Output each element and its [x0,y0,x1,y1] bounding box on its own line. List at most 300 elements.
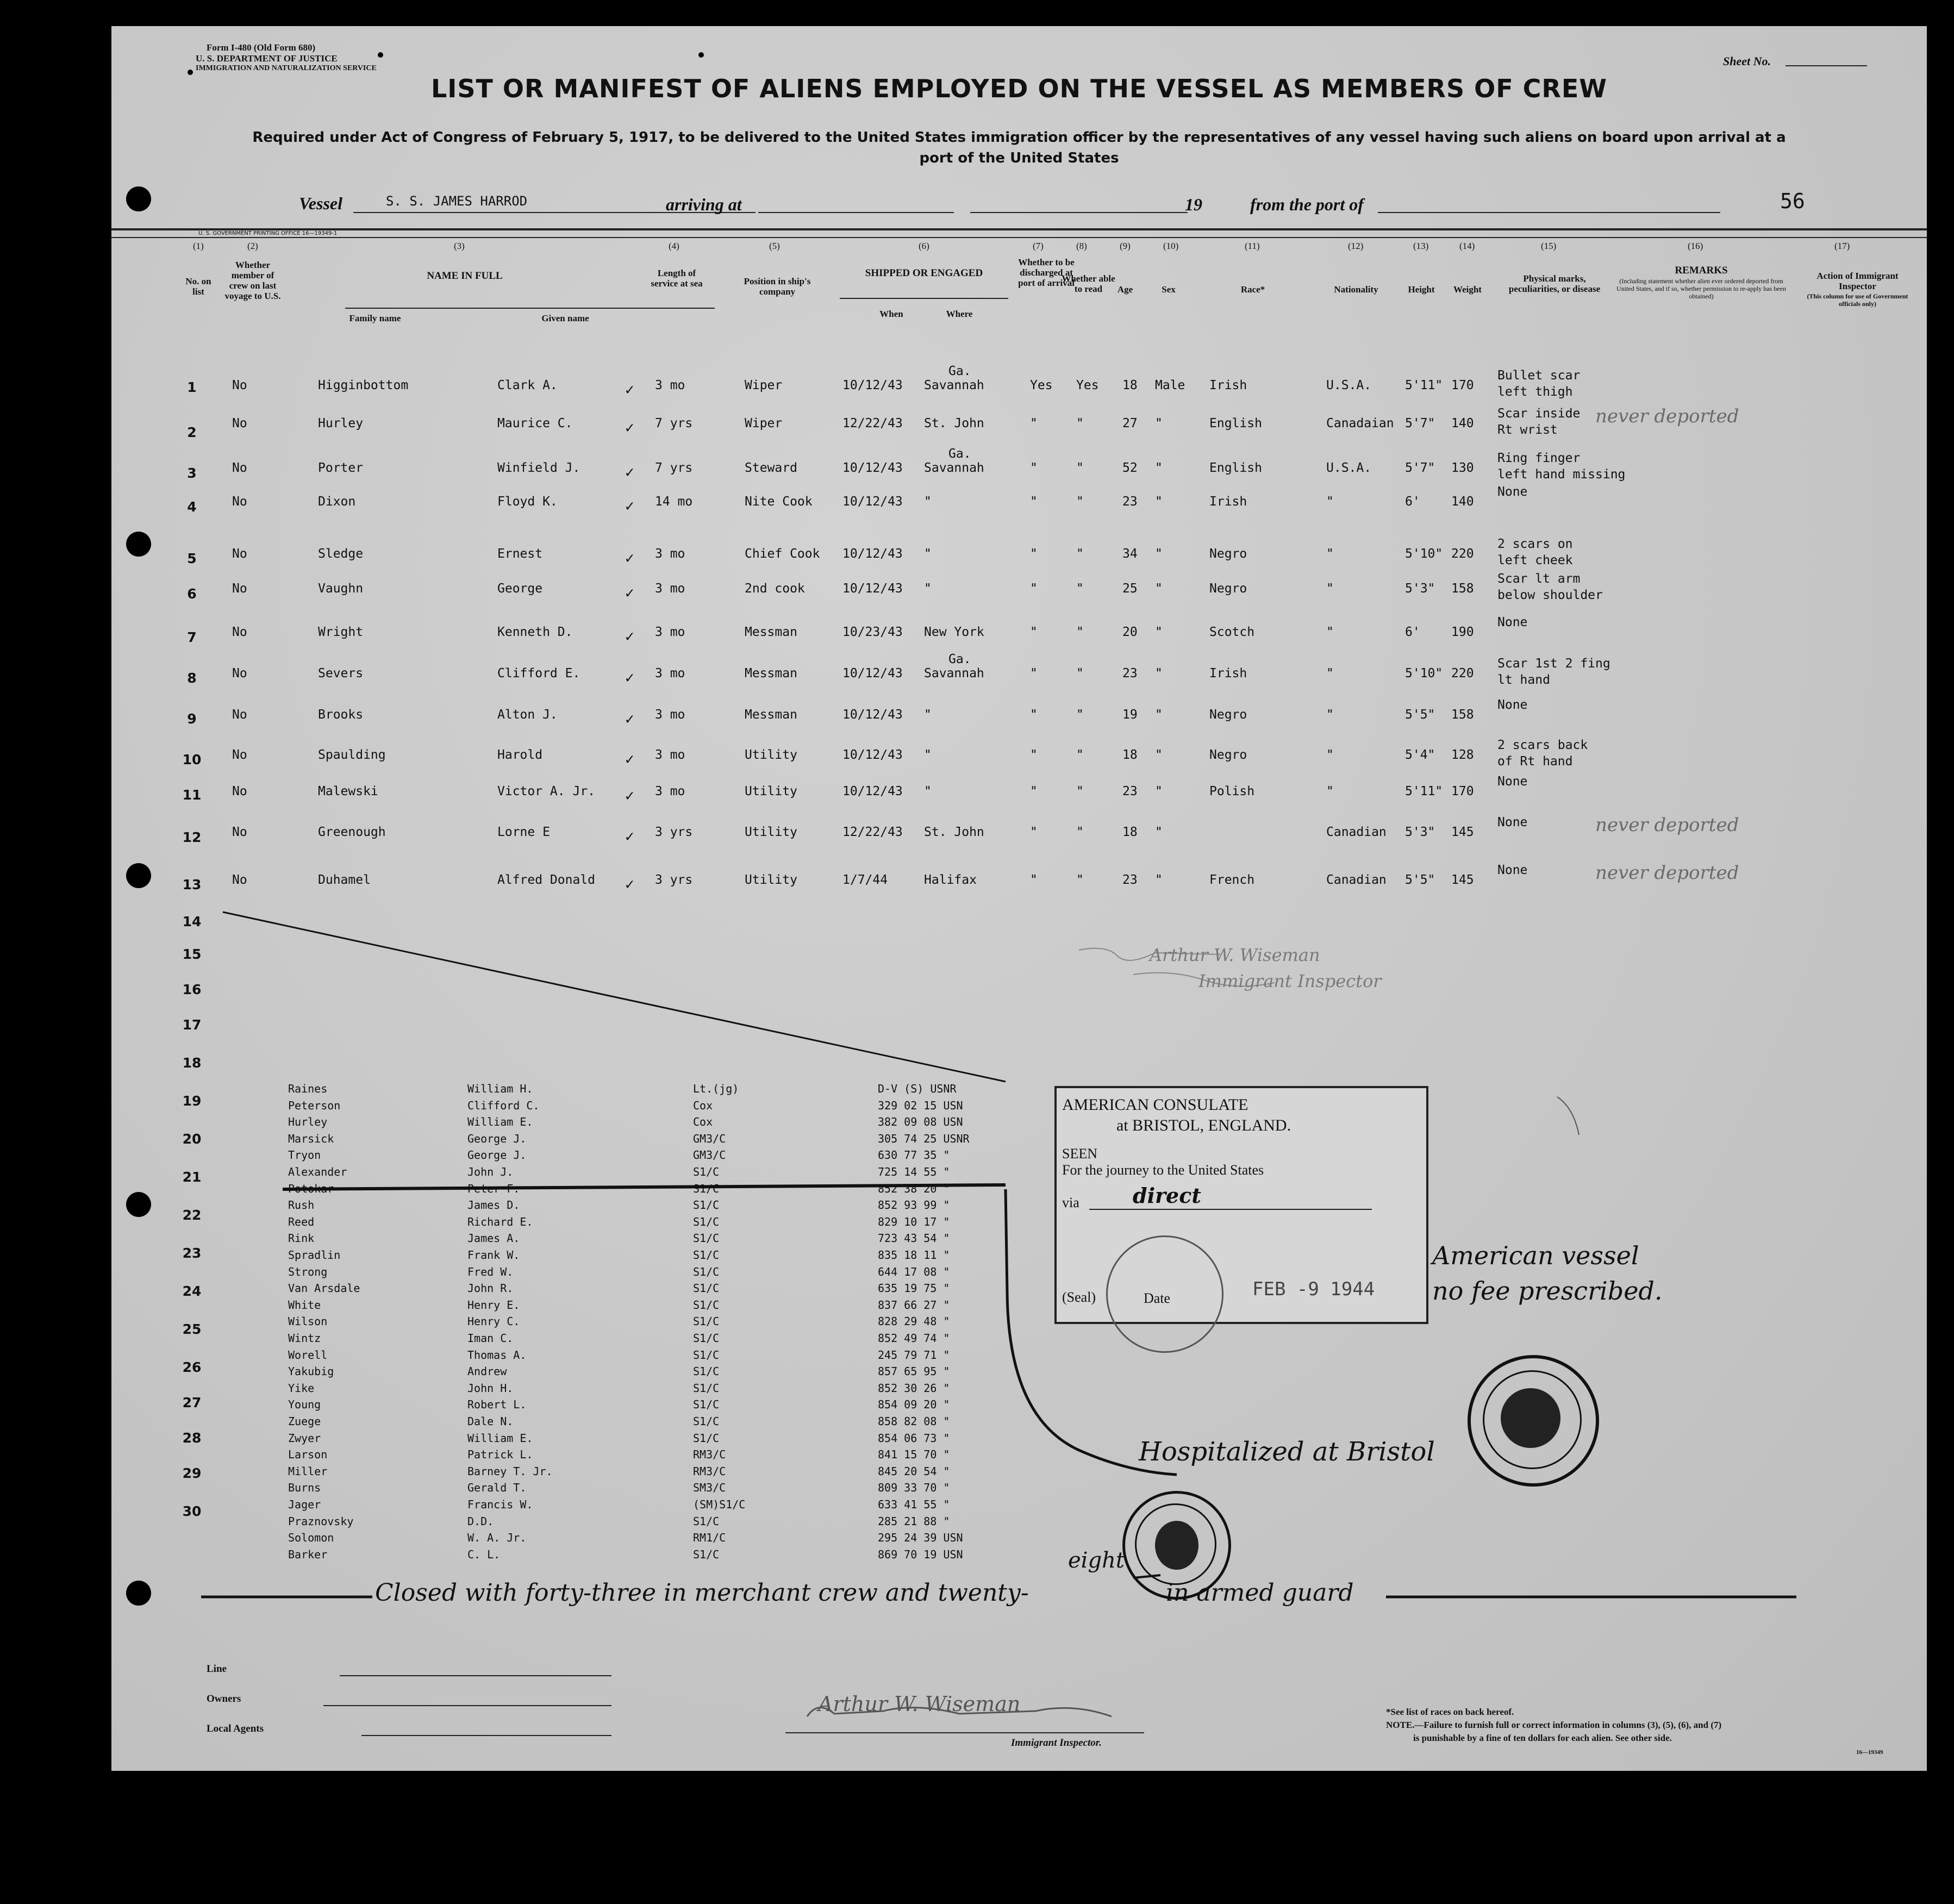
crew-weight: 130 [1451,461,1474,475]
crew-able-to-read: " [1076,873,1084,887]
crew-engaged-when: 10/12/43 [842,666,903,681]
guard-given-name: George J. [467,1132,527,1145]
guard-rate: S1/C [693,1547,720,1561]
guard-rate: S1/C [693,1282,720,1295]
hospitalized-note: Hospitalized at Bristol [1139,1437,1435,1467]
inspector-signature-mid: Arthur W. Wiseman [1150,945,1320,965]
crew-position: Utility [745,825,797,839]
footer-owners-label: Owners [207,1693,241,1705]
crew-physical-marks: 2 scars back [1497,738,1588,752]
guard-family-name: Spradlin [288,1248,341,1262]
guard-family-name: Zwyer [288,1431,321,1445]
crew-race: Negro [1209,547,1247,561]
inspector-title-mid: Immigrant Inspector [1198,971,1382,991]
crew-height: 5'5" [1405,873,1435,887]
crew-given-name: Maurice C. [497,416,573,430]
guard-family-name: Marsick [288,1132,334,1145]
guard-family-name: Larson [288,1448,328,1462]
crew-height: 5'4" [1405,748,1435,762]
crew-engaged-where: New York [924,625,984,639]
crew-height: 5'11" [1405,784,1443,798]
crew-nationality: " [1326,784,1334,798]
seal-center [1501,1388,1560,1448]
check-mark-icon: ✓ [625,419,634,436]
crew-weight: 140 [1451,495,1474,509]
col-num: (15) [1541,241,1557,251]
crew-given-name: George [497,582,543,596]
crew-engaged-when: 10/12/43 [842,378,903,392]
guard-family-name: Raines [288,1082,328,1095]
guard-service-number: 285 21 88 " [878,1514,950,1528]
guard-rate: GM3/C [693,1132,726,1145]
crew-weight: 145 [1451,873,1474,887]
crew-family-name: Hurley [318,416,364,430]
row-number: 29 [182,1465,202,1481]
col-num: (1) [193,241,204,251]
crew-engaged-where: Savannah [924,461,984,475]
crew-sex: " [1155,748,1163,762]
crew-position: Chief Cook [745,547,820,561]
col-num: (4) [669,241,679,251]
row-number: 7 [187,629,197,645]
crew-last-voyage: No [232,873,247,887]
crew-position: Utility [745,873,797,887]
crew-engaged-when: 10/12/43 [842,784,903,798]
row-number: 1 [187,379,197,395]
crew-age: 23 [1122,495,1138,509]
crew-nationality: " [1326,625,1334,639]
header-family-name: Family name [349,313,401,323]
crew-service-length: 7 yrs [655,416,693,430]
crew-race: English [1209,461,1262,475]
guard-rate: S1/C [693,1315,720,1328]
stamp-line-1: AMERICAN CONSULATE [1062,1096,1248,1114]
guard-given-name: Henry E. [467,1298,520,1312]
crew-able-to-read: " [1076,495,1084,509]
crew-sex: " [1155,625,1163,639]
crew-age: 18 [1122,378,1138,392]
crew-physical-marks: Bullet scar [1497,369,1581,383]
col-num: (11) [1245,241,1260,251]
crew-age: 23 [1122,666,1138,681]
guard-family-name: Zuege [288,1415,321,1428]
row-number: 19 [182,1093,202,1109]
guard-service-number: 382 09 08 USN [878,1115,963,1129]
row-number: 12 [182,829,202,845]
form-title: LIST OR MANIFEST OF ALIENS EMPLOYED ON THE VESSEL AS MEMBERS OF CREW [430,74,1607,103]
year-label: 19 [1185,195,1202,214]
guard-rate: S1/C [693,1165,720,1178]
crew-last-voyage: No [232,582,247,596]
crew-position: Utility [745,748,797,762]
crew-family-name: Vaughn [318,582,364,596]
check-mark-icon: ✓ [625,549,634,567]
guard-given-name: Richard E. [467,1215,533,1228]
crew-height: 5'10" [1405,666,1443,681]
crew-nationality: " [1326,495,1334,509]
guard-family-name: Wintz [288,1332,321,1345]
crew-height: 5'3" [1405,582,1435,596]
crew-last-voyage: No [232,461,247,475]
guard-service-number: 835 18 11 " [878,1248,950,1262]
row-number: 9 [187,711,197,727]
crew-sex: " [1155,873,1163,887]
row-number: 21 [182,1169,202,1185]
guard-given-name: James A. [467,1232,520,1245]
bristol-consulate-seal [1468,1355,1599,1487]
crew-given-name: Clifford E. [497,666,580,681]
guard-given-name: Fred W. [467,1265,514,1278]
consulate-seal [1106,1235,1223,1353]
crew-nationality: U.S.A. [1326,461,1372,475]
guard-service-number: 828 29 48 " [878,1315,950,1328]
guard-given-name: Gerald T. [467,1481,527,1495]
row-number: 28 [182,1430,202,1446]
guard-service-number: 837 66 27 " [878,1298,950,1312]
crew-engaged-when: 1/7/44 [842,873,888,887]
crew-physical-marks-2: Rt wrist [1497,423,1558,437]
crew-service-length: 3 mo [655,666,685,681]
crew-race: Negro [1209,708,1247,722]
stamp-seal-label: (Seal) [1062,1289,1096,1305]
crew-age: 23 [1122,873,1138,887]
crew-sex: " [1155,547,1163,561]
guard-family-name: Van Arsdale [288,1282,360,1295]
footer-note-3: is punishable by a fine of ten dollars for each alien. See other side. [1413,1733,1672,1743]
check-mark-icon: ✓ [625,750,634,768]
crew-engaged-when: 12/22/43 [842,416,903,430]
crew-given-name: Victor A. Jr. [497,784,596,798]
crew-able-to-read: " [1076,708,1084,722]
crew-height: 5'7" [1405,461,1435,475]
crew-discharged: " [1030,416,1038,430]
crew-age: 25 [1122,582,1138,596]
guard-family-name: Potokar [288,1182,334,1195]
col-num: (10) [1163,241,1179,251]
crew-engaged-where: Savannah [924,666,984,681]
crew-position: 2nd cook [745,582,805,596]
guard-rate: S1/C [693,1198,720,1212]
check-mark-icon: ✓ [625,710,634,728]
crew-position: Messman [745,708,797,722]
crew-discharged: " [1030,625,1038,639]
guard-service-number: 857 65 95 " [878,1365,950,1378]
crew-race: Irish [1209,666,1247,681]
crew-engaged-when: 12/22/43 [842,825,903,839]
guard-given-name: Thomas A. [467,1348,527,1362]
guard-given-name: James D. [467,1198,520,1212]
crew-last-voyage: No [232,495,247,509]
guard-rate: Cox [693,1115,713,1129]
guard-service-number: 809 33 70 " [878,1481,950,1495]
header-shipped-engaged: SHIPPED OR ENGAGED [865,267,983,279]
col-num: (17) [1834,241,1850,251]
crew-sex: " [1155,582,1163,596]
crew-family-name: Wright [318,625,364,639]
footer-inspector-signature: Arthur W. Wiseman [818,1692,1021,1716]
crew-last-voyage: No [232,666,247,681]
check-mark-icon: ✓ [625,463,634,481]
guard-family-name: Hurley [288,1115,328,1129]
crew-engaged-where: " [924,582,932,596]
header-length-service: Length of service at sea [651,268,703,289]
crew-physical-marks-2: left cheek [1497,553,1573,567]
guard-service-number: 841 15 70 " [878,1448,950,1462]
crew-family-name: Duhamel [318,873,371,887]
crew-given-name: Harold [497,748,543,762]
row-number: 13 [182,877,202,892]
col-num: (8) [1076,241,1087,251]
guard-service-number: 295 24 39 USN [878,1531,963,1545]
crew-discharged: Yes [1030,378,1053,392]
header-no-on-list: No. on list [185,276,211,297]
closing-end: in armed guard [1166,1579,1354,1607]
crew-discharged: " [1030,547,1038,561]
crew-age: 18 [1122,825,1138,839]
guard-given-name: Dale N. [467,1415,514,1428]
crew-weight: 220 [1451,547,1474,561]
crew-sex: " [1155,825,1163,839]
guard-family-name: Solomon [288,1531,334,1545]
crew-race: French [1209,873,1255,887]
guard-family-name: Strong [288,1265,328,1278]
vessel-label: Vessel [299,193,342,213]
crew-height: 5'10" [1405,547,1443,561]
crew-physical-marks: None [1497,775,1528,789]
crew-physical-marks: Ring finger [1497,451,1581,465]
check-mark-icon: ✓ [625,669,634,686]
guard-service-number: 854 09 20 " [878,1398,950,1412]
crew-nationality: Canadian [1326,825,1387,839]
crew-engaged-where: " [924,748,932,762]
american-vessel-note: American vessel [1432,1241,1639,1270]
form-id: Form I-480 (Old Form 680) [207,42,316,53]
crew-physical-marks-2: of Rt hand [1497,754,1573,769]
crew-physical-marks-2: below shoulder [1497,588,1603,602]
crew-nationality: U.S.A. [1326,378,1372,392]
guard-given-name: W. A. Jr. [467,1531,527,1545]
crew-age: 18 [1122,748,1138,762]
guard-given-name: Iman C. [467,1332,514,1345]
crew-last-voyage: No [232,416,247,430]
guard-family-name: Reed [288,1215,315,1228]
col-num: (2) [247,241,258,251]
from-port-label: from the port of [1250,195,1364,214]
crew-physical-marks-2: left hand missing [1497,467,1626,482]
crew-position: Wiper [745,416,783,430]
guard-service-number: 845 20 54 " [878,1464,950,1478]
crew-service-length: 3 yrs [655,873,693,887]
check-mark-icon: ✓ [625,627,634,645]
row-number: 11 [182,787,202,803]
crew-able-to-read: " [1076,666,1084,681]
guard-family-name: Jager [288,1498,321,1511]
header-action-sub: (This column for use of Government officials only) [1807,292,1908,308]
col-num: (14) [1459,241,1475,251]
crew-sex: " [1155,708,1163,722]
guard-rate: Cox [693,1098,713,1112]
guard-service-number: 852 38 20 " [878,1182,950,1195]
crew-nationality: Canadaian [1326,416,1394,430]
crew-engaged-where: Savannah [924,378,984,392]
sheet-label: Sheet No. [1723,54,1771,68]
row-number: 2 [187,425,197,440]
guard-service-number: 329 02 15 USN [878,1098,963,1112]
crew-physical-marks: 2 scars on [1497,537,1573,551]
guard-service-number: 635 19 75 " [878,1282,950,1295]
guard-rate: GM3/C [693,1148,726,1162]
col-num: (9) [1120,241,1131,251]
guard-family-name: Wilson [288,1315,328,1328]
crew-nationality: Canadian [1326,873,1387,887]
guard-rate: S1/C [693,1398,720,1412]
row-number: 10 [182,752,202,767]
guard-given-name: D.D. [467,1514,494,1528]
guard-given-name: Frank W. [467,1248,520,1262]
col-num: (5) [769,241,780,251]
crew-sex: " [1155,461,1163,475]
crew-engaged-when: 10/12/43 [842,461,903,475]
closing-eight: eight [1068,1548,1125,1573]
check-mark-icon: ✓ [625,786,634,804]
guard-family-name: Yakubig [288,1365,334,1378]
crew-sex: " [1155,784,1163,798]
crew-given-name: Alfred Donald [497,873,596,887]
crew-race: Polish [1209,784,1255,798]
guard-family-name: Rink [288,1232,315,1245]
crew-race: English [1209,416,1262,430]
crew-engaged-where: " [924,784,932,798]
no-fee-note: no fee prescribed. [1432,1276,1663,1306]
guard-given-name: Robert L. [467,1398,527,1412]
crew-engaged-when: 10/12/43 [842,748,903,762]
annotation-strokes [111,26,1927,1771]
guard-family-name: Worell [288,1348,328,1362]
crew-physical-marks: Scar inside [1497,407,1581,421]
guard-given-name: William E. [467,1115,533,1129]
row-number: 4 [187,499,197,515]
crew-race: Irish [1209,378,1247,392]
stamp-line-2: at BRISTOL, ENGLAND. [1116,1116,1291,1134]
crew-service-length: 3 mo [655,625,685,639]
guard-service-number: 630 77 35 " [878,1148,950,1162]
col-num: (16) [1688,241,1703,251]
crew-height: 5'7" [1405,416,1435,430]
guard-family-name: Tryon [288,1148,321,1162]
guard-family-name: Barker [288,1547,328,1561]
guard-given-name: Clifford C. [467,1098,540,1112]
guard-rate: S1/C [693,1232,720,1245]
stamp-via-value: direct [1133,1183,1201,1208]
row-number: 24 [182,1283,202,1299]
header-discharged: Whether to be discharged at port of arrival [1018,257,1075,288]
header-height: Height [1408,284,1435,295]
guard-rate: S1/C [693,1514,720,1528]
row-number: 14 [182,914,202,929]
col-num: (13) [1413,241,1429,251]
row-number: 30 [182,1503,202,1519]
crew-nationality: " [1326,666,1334,681]
crew-last-voyage: No [232,784,247,798]
crew-engaged-state: Ga. [948,447,971,461]
header-position: Position in ship's company [744,276,811,297]
crew-age: 20 [1122,625,1138,639]
guard-service-number: 869 70 19 USN [878,1547,963,1561]
crew-given-name: Ernest [497,547,543,561]
crew-height: 5'11" [1405,378,1443,392]
crew-position: Nite Cook [745,495,813,509]
crew-weight: 145 [1451,825,1474,839]
crew-family-name: Higginbottom [318,378,409,392]
crew-engaged-where: St. John [924,825,984,839]
crew-discharged: " [1030,708,1038,722]
row-number: 6 [187,586,197,602]
header-given-name: Given name [541,313,589,323]
crew-sex: Male [1155,378,1185,392]
guard-family-name: Yike [288,1381,315,1395]
crew-able-to-read: " [1076,547,1084,561]
crew-discharged: " [1030,784,1038,798]
crew-physical-marks: None [1497,863,1528,877]
crew-nationality: " [1326,547,1334,561]
crew-last-voyage: No [232,625,247,639]
crew-weight: 220 [1451,666,1474,681]
row-number: 25 [182,1321,202,1337]
col-num: (7) [1033,241,1044,251]
diagonal-strike [223,912,1006,1082]
footer-note-1: *See list of races on back hereof. [1386,1707,1514,1717]
guard-given-name: Andrew [467,1365,507,1378]
crew-service-length: 3 mo [655,784,685,798]
header-race: Race* [1240,284,1265,295]
guard-given-name: William E. [467,1431,533,1445]
crew-able-to-read: " [1076,784,1084,798]
guard-service-number: 852 49 74 " [878,1332,950,1345]
crew-engaged-when: 10/12/43 [842,547,903,561]
guard-rate: RM3/C [693,1448,726,1462]
row-number: 26 [182,1359,202,1375]
stamp-seen: SEEN [1062,1146,1097,1162]
arriving-label: arriving at [666,195,742,214]
stamp-date-label: Date [1144,1290,1171,1306]
crew-engaged-where: St. John [924,416,984,430]
crew-weight: 170 [1451,784,1474,798]
crew-family-name: Porter [318,461,364,475]
crew-given-name: Floyd K. [497,495,558,509]
crew-nationality: " [1326,748,1334,762]
crew-engaged-when: 10/23/43 [842,625,903,639]
crew-nationality: " [1326,708,1334,722]
crew-given-name: Kenneth D. [497,625,573,639]
guard-family-name: Alexander [288,1165,347,1178]
row-number: 23 [182,1245,202,1261]
crew-able-to-read: " [1076,825,1084,839]
crew-last-voyage: No [232,708,247,722]
crew-family-name: Malewski [318,784,378,798]
crew-weight: 158 [1451,582,1474,596]
crew-race: Negro [1209,582,1247,596]
crew-discharged: " [1030,666,1038,681]
print-code: U. S. GOVERNMENT PRINTING OFFICE 16—19349-1 [198,230,338,236]
row-number: 8 [187,670,197,686]
crew-able-to-read: " [1076,416,1084,430]
crew-able-to-read: " [1076,625,1084,639]
guard-family-name: Praznovsky [288,1514,354,1528]
crew-given-name: Alton J. [497,708,558,722]
crew-sex: " [1155,416,1163,430]
crew-family-name: Brooks [318,708,364,722]
guard-given-name: Francis W. [467,1498,533,1511]
